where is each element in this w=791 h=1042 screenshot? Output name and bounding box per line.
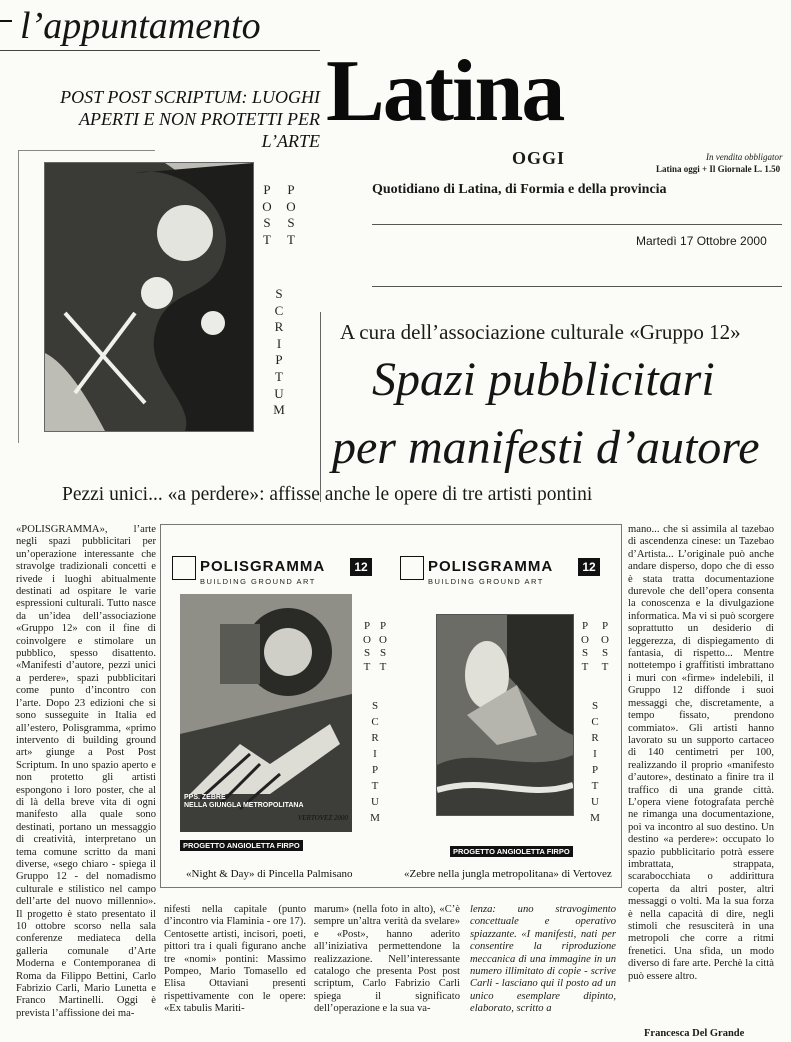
post-vertical-right: P O S T: [286, 182, 296, 247]
post-vertical-left: P O S T: [262, 182, 272, 247]
poster-1-signature: VERTOVEZ 2000: [298, 814, 348, 822]
sale-note: In vendita obbligator: [706, 152, 783, 162]
poster-1-caption: «Night & Day» di Pincella Palmisano: [186, 868, 353, 880]
kicker: POST POST SCRIPTUM: LUOGHI APERTI E NON PROTETTI PER L’ARTE: [60, 87, 320, 151]
poster-2-progetto: PROGETTO ANGIOLETTA FIRPO: [450, 846, 573, 857]
article-col-3: marum» (nella foto in alto), «C’è sempre un’altra verità da svelare» e «Post», hanno aderito all’iniziativa permettendone la realizzazione. Nell’interessante catalogo che presenta Post post scriptum, Carlo Fabrizio Carli spiega il significato dell’operazione e la sua va-: [314, 904, 463, 1015]
headline-title-2: per manifesti d’autore: [332, 421, 760, 474]
poster-2-brand: POLISGRAMMA: [428, 558, 554, 575]
article-col-1: «POLISGRAMMA», l’arte negli spazi pubblicitari per un’operazione interessante che stravolge tradizionali concetti e rivede i luoghi abitualmente destinati ad ospitare le varie espressioni culturali. Tutto nasce da un’idea dell’associazione «Gruppo 12» con il fine di coinvolgere e stimolare un pubblico, spesso disattento. «Manifesti d’autore, pezzi unici a perdere», spazi pubblicitari come punto d’incontro con l’arte. Dopo 23 edizioni che si sono susseguite in Italia ed all’estero, Polisgramma, «primo intervento di building ground art» giunge a Post Post Scriptum. In uno spazio aperto e non protetto gli artisti espongono i loro poster, che al di là della breve vita di ogni manifesto alla quale sono destinati, portano un messaggio di creatività, interpretano un tema comune scritto da mani diverse, «sego chiaro - spiega il Gruppo 12 - del nomadismo culturale e stilistico nel campo dell’arte del nuovo millennio». Il progetto è stato presentato il 10 ottobre scorso nella sala conferenze mediateca della galleria comunale d’Arte Moderna e Contemporanea di Roma da Filippo Bettini, Carlo Fabrizio Carli, Mario Lunetta e Franco Martinelli. Oggi è prevista l’affissione dei ma-: [16, 524, 159, 1019]
poster-2-artwork: [436, 614, 574, 816]
poster-1-artwork: [180, 594, 352, 832]
poster-2: [400, 556, 616, 856]
poster-1-art-text: PPS. ZEBRE NELLA GIUNGLA METROPOLITANA: [184, 794, 304, 809]
scriptum-vertical: S C R I P T U M: [273, 286, 285, 418]
artwork-image: [44, 162, 254, 432]
price-note: Latina oggi + Il Giornale L. 1.50: [656, 164, 781, 174]
section-underline: [0, 50, 320, 51]
tagline: Quotidiano di Latina, di Formia e della provincia: [372, 182, 667, 197]
poster-1: [172, 556, 388, 856]
section-rule: [0, 20, 12, 22]
issue-date: Martedì 17 Ottobre 2000: [636, 234, 767, 248]
header-rule: [372, 224, 782, 225]
poster-1-scriptum: S C R I P T U M: [370, 700, 380, 824]
article-col-2: nifesti nella capitale (punto d’incontro via Flaminia - ore 17). Centosette artisti, incisori, poeti, pittori tra i quali figurano anche tre «nomi» pontini: Massimo Pompeo, Mario Tomasello ed Elisa Ottaviani presenti rispettivamente con le opere: «Ex tabulis Mariti-: [164, 904, 309, 1015]
article-author: Francesca Del Grande: [644, 1028, 745, 1039]
newspaper-logo: Latina: [326, 43, 564, 140]
headline-title-1: Spazi pubblicitari: [372, 353, 715, 406]
poster-1-sub: BUILDING GROUND ART: [200, 577, 316, 586]
poster-2-caption: «Zebre nella jungla metropolitana» di Vertovez: [404, 868, 612, 880]
logo-sub: OGGI: [512, 148, 566, 168]
header-rule-2: [372, 286, 782, 287]
poster-1-badge: 12: [350, 558, 372, 576]
poster-1-logo-icon: [172, 556, 196, 580]
poster-1-post-right: P O S T: [379, 620, 387, 673]
section-title: l’appuntamento: [20, 5, 261, 47]
article-col-4: lenza: uno stravogimento concettuale e operativo spiazzante. «I manifesti, nati per consentire la riproduzione meccanica di una immagine in un numero illimitato di copie - scrive Carli - lasciano qui il posto ad un unico esemplare dipinto, elaborato, scritto a: [470, 904, 619, 1015]
headline-rule: [320, 312, 321, 502]
poster-2-logo-icon: [400, 556, 424, 580]
poster-2-post-left: P O S T: [581, 620, 589, 673]
figure-art-icon: [437, 615, 573, 815]
poster-2-scriptum: S C R I P T U M: [590, 700, 600, 824]
article-col-5: mano... che si assimila al tazebao di ascendenza cinese: un Tazebao d’Artista... L’originale può anche andare disperso, dopo che di esso è stata tratta documentazione durevole che dell’opera consenta la conoscenza e la divulgazione informatica. Ma vi si può scorgere soprattutto un desiderio di leggerezza, di dispiegamento di fantasia, di rispetto... Mentre nottetempo i graffitisti imbrattano i muri con «firme» indelebili, il Gruppo 12 diffonde i suoi messaggi che, discretamente, a tempo fissato, prendono commiato». Gli artisti hanno lavorato su un supporto cartaceo di 140 centimetri per 100, realizzando il proprio «manifesto d’autore», destinato a finire tra il traffico di una grande città. L’opera viene fotografata perchè ne rimanga una documentazione, poi va incontro al suo destino. Un destino «a perdere»: occupato lo spazio pubblicitario potrà essere imbrattata, strappata, scarabocchiata o addirittura coperta da altri poster, altri messaggi o volti. Ma la sua forza è nella capacità di dire, negli stimoli che resusciterà in una metropoli che corre a ritmi frenetici. Una sfida, un modo diverso di fare arte. Perchè la città può essere altro.: [628, 524, 777, 982]
poster-2-post-right: P O S T: [601, 620, 609, 673]
abstract-art-icon: [45, 163, 253, 431]
poster-1-progetto: PROGETTO ANGIOLETTA FIRPO: [180, 840, 303, 851]
poster-1-post-left: P O S T: [363, 620, 371, 673]
headline-overline: A cura dell’associazione culturale «Gruppo 12»: [340, 320, 741, 344]
poster-2-badge: 12: [578, 558, 600, 576]
poster-1-brand: POLISGRAMMA: [200, 558, 326, 575]
poster-2-sub: BUILDING GROUND ART: [428, 577, 544, 586]
headline-subtitle: Pezzi unici... «a perdere»: affisse anche le opere di tre artisti pontini: [62, 484, 593, 505]
